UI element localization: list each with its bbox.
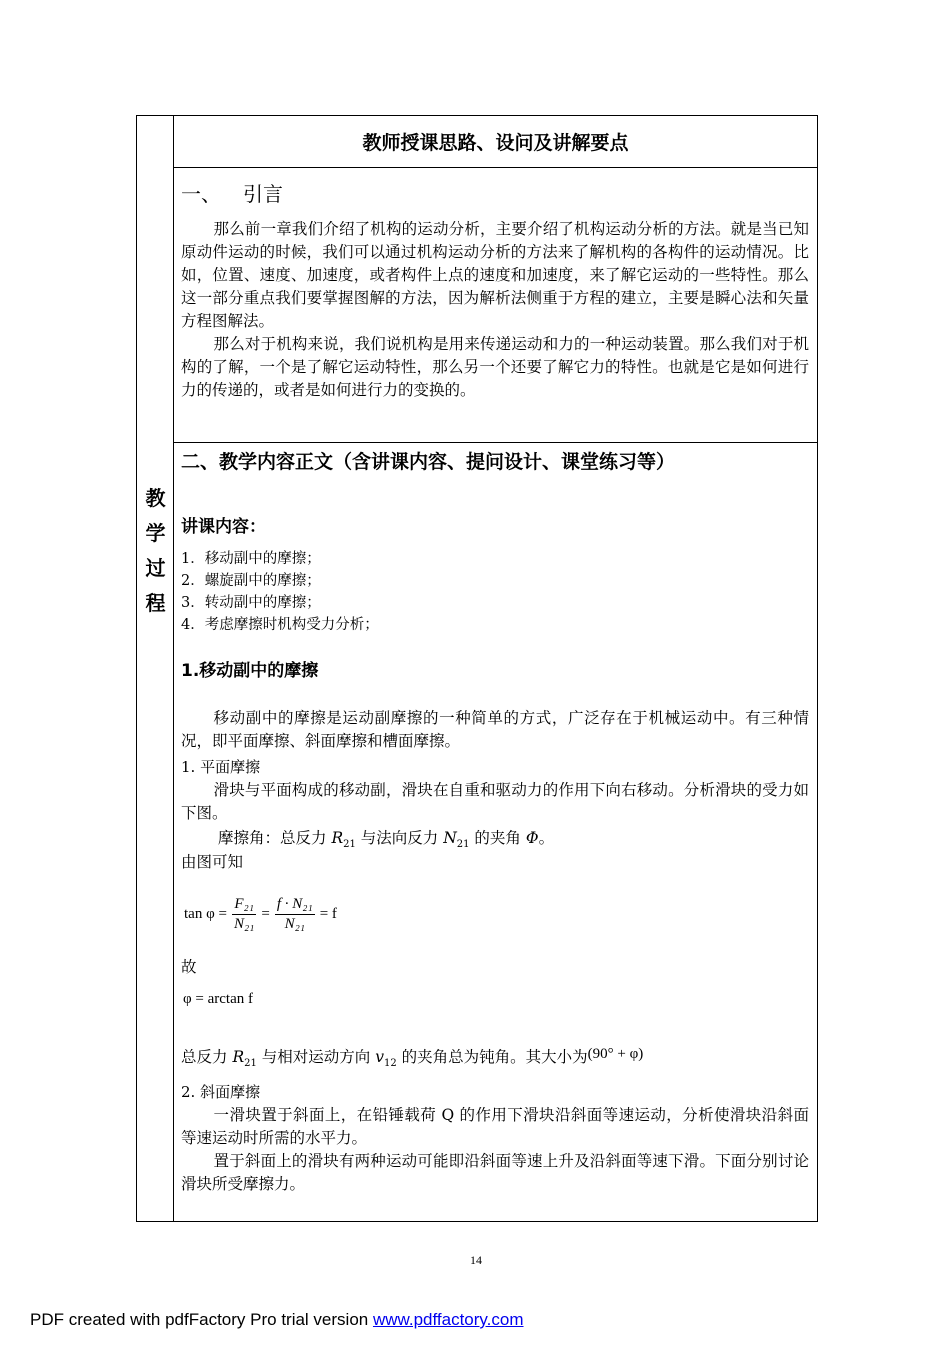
total-force-line <box>181 1045 643 1069</box>
list-item: 2．螺旋副中的摩擦； <box>181 573 321 589</box>
numerator: f · N₂₁ <box>275 896 315 915</box>
list-item: 4．考虑摩擦时机构受力分析； <box>181 617 379 633</box>
from-figure-text: 由图可知 <box>181 853 244 871</box>
symbol-N: N <box>443 829 457 847</box>
section-content <box>174 443 817 1221</box>
equals: = <box>261 906 270 922</box>
symbol-v: v <box>375 1048 384 1066</box>
table-header: 教师授课思路、设问及讲解要点 <box>174 116 817 168</box>
text: 的夹角总为钝角。其大小为 <box>396 1048 588 1066</box>
list-item: 1．移动副中的摩擦； <box>181 551 321 567</box>
footer-link[interactable]: www.pdffactory.com <box>372 1310 524 1329</box>
side-char: 学 <box>145 521 166 545</box>
symbol-phi: Φ <box>525 829 539 847</box>
page-number: 14 <box>470 1253 482 1267</box>
text: 总反力 <box>181 1048 233 1066</box>
fraction <box>232 896 256 933</box>
paragraph: 那么对于机构来说，我们说机构是用来传递运动和力的一种运动装置。那么我们对于机构的了解，一个是了解它运动特性，那么另一个还要了解它力的特性。也就是它是如何进行力的传递的，或者是如何进行力的变换的。 <box>181 335 809 399</box>
side-char: 程 <box>145 591 166 615</box>
fraction <box>275 896 315 933</box>
denominator: N₂₁ <box>284 916 305 932</box>
subscript: 12 <box>383 1058 397 1070</box>
paragraph: 移动副中的摩擦是运动副摩擦的一种简单的方式，广泛存在于机械运动中。有三种情况，即平面摩擦、斜面摩擦和槽面摩擦。 <box>181 709 809 750</box>
footer-text: PDF created with pdfFactory Pro trial version <box>30 1310 373 1329</box>
section1-heading-number: 一、 <box>181 182 221 206</box>
side-label <box>137 481 174 621</box>
subscript: 21 <box>244 1058 257 1070</box>
formula-rhs: = f <box>319 906 337 922</box>
incline-friction-body <box>181 1104 809 1196</box>
subscript: 21 <box>343 839 356 851</box>
paragraph: 一滑块置于斜面上，在铅锤载荷 Q 的作用下滑块沿斜面等速运动，分析使滑块沿斜面等速运动时所需的水平力。 <box>181 1106 809 1147</box>
section1-body <box>181 218 809 402</box>
paragraph: 滑块与平面构成的移动副，滑块在自重和驱动力的作用下向右移动。分析滑块的受力如下图。 <box>181 781 809 822</box>
symbol-R: R <box>331 829 344 847</box>
formula-arctan: φ = arctan f <box>183 991 253 1007</box>
subsection-heading: 1.移动副中的摩擦 <box>181 661 319 681</box>
plane-friction-paragraph <box>181 779 809 825</box>
side-char: 过 <box>145 556 166 580</box>
text: 的夹角 <box>469 829 526 847</box>
therefore-text: 故 <box>181 958 197 976</box>
side-column <box>137 116 174 1221</box>
text: 与相对运动方向 <box>256 1048 376 1066</box>
symbol-R: R <box>232 1048 245 1066</box>
side-char: 教 <box>145 486 166 510</box>
subscript: 21 <box>456 839 470 851</box>
text: 。 <box>538 829 555 847</box>
list-item: 3．转动副中的摩擦； <box>181 595 321 611</box>
plane-friction-title: 1. 平面摩擦 <box>181 758 261 776</box>
pdf-footer <box>30 1310 524 1330</box>
text: 摩擦角：总反力 <box>218 829 332 847</box>
lecture-heading: 讲课内容： <box>181 517 266 537</box>
incline-friction-title: 2. 斜面摩擦 <box>181 1083 261 1101</box>
formula-lhs: tan φ = <box>184 906 227 922</box>
angle-expression: (90° + φ) <box>587 1046 644 1062</box>
lesson-table <box>136 115 818 1222</box>
section2-heading: 二、教学内容正文（含讲课内容、提问设计、课堂练习等） <box>181 451 676 473</box>
text: 与法向反力 <box>355 829 444 847</box>
paragraph: 那么前一章我们介绍了机构的运动分析，主要介绍了机构运动分析的方法。就是当已知原动件运动的时候，我们可以通过机构运动分析的方法来了解机构的各构件的运动情况。比如，位置、速度、加速度，或者构件上点的速度和加速度，来了解它运动的一些特性。那么这一部分重点我们要掌握图解的方法，因为解析法侧重于方程的建立，主要是瞬心法和矢量方程图解法。 <box>181 220 809 330</box>
section1-heading-text: 引言 <box>243 182 283 206</box>
numerator: F₂₁ <box>232 896 256 915</box>
formula-tan-phi <box>184 896 337 933</box>
friction-angle-line <box>218 826 554 850</box>
intro-paragraph <box>181 707 809 753</box>
paragraph: 置于斜面上的滑块有两种运动可能即沿斜面等速上升及沿斜面等速下滑。下面分别讨论滑块所受摩擦力。 <box>181 1152 809 1193</box>
denominator: N₂₁ <box>233 916 255 932</box>
section-introduction <box>174 168 817 443</box>
section1-heading <box>181 178 283 207</box>
